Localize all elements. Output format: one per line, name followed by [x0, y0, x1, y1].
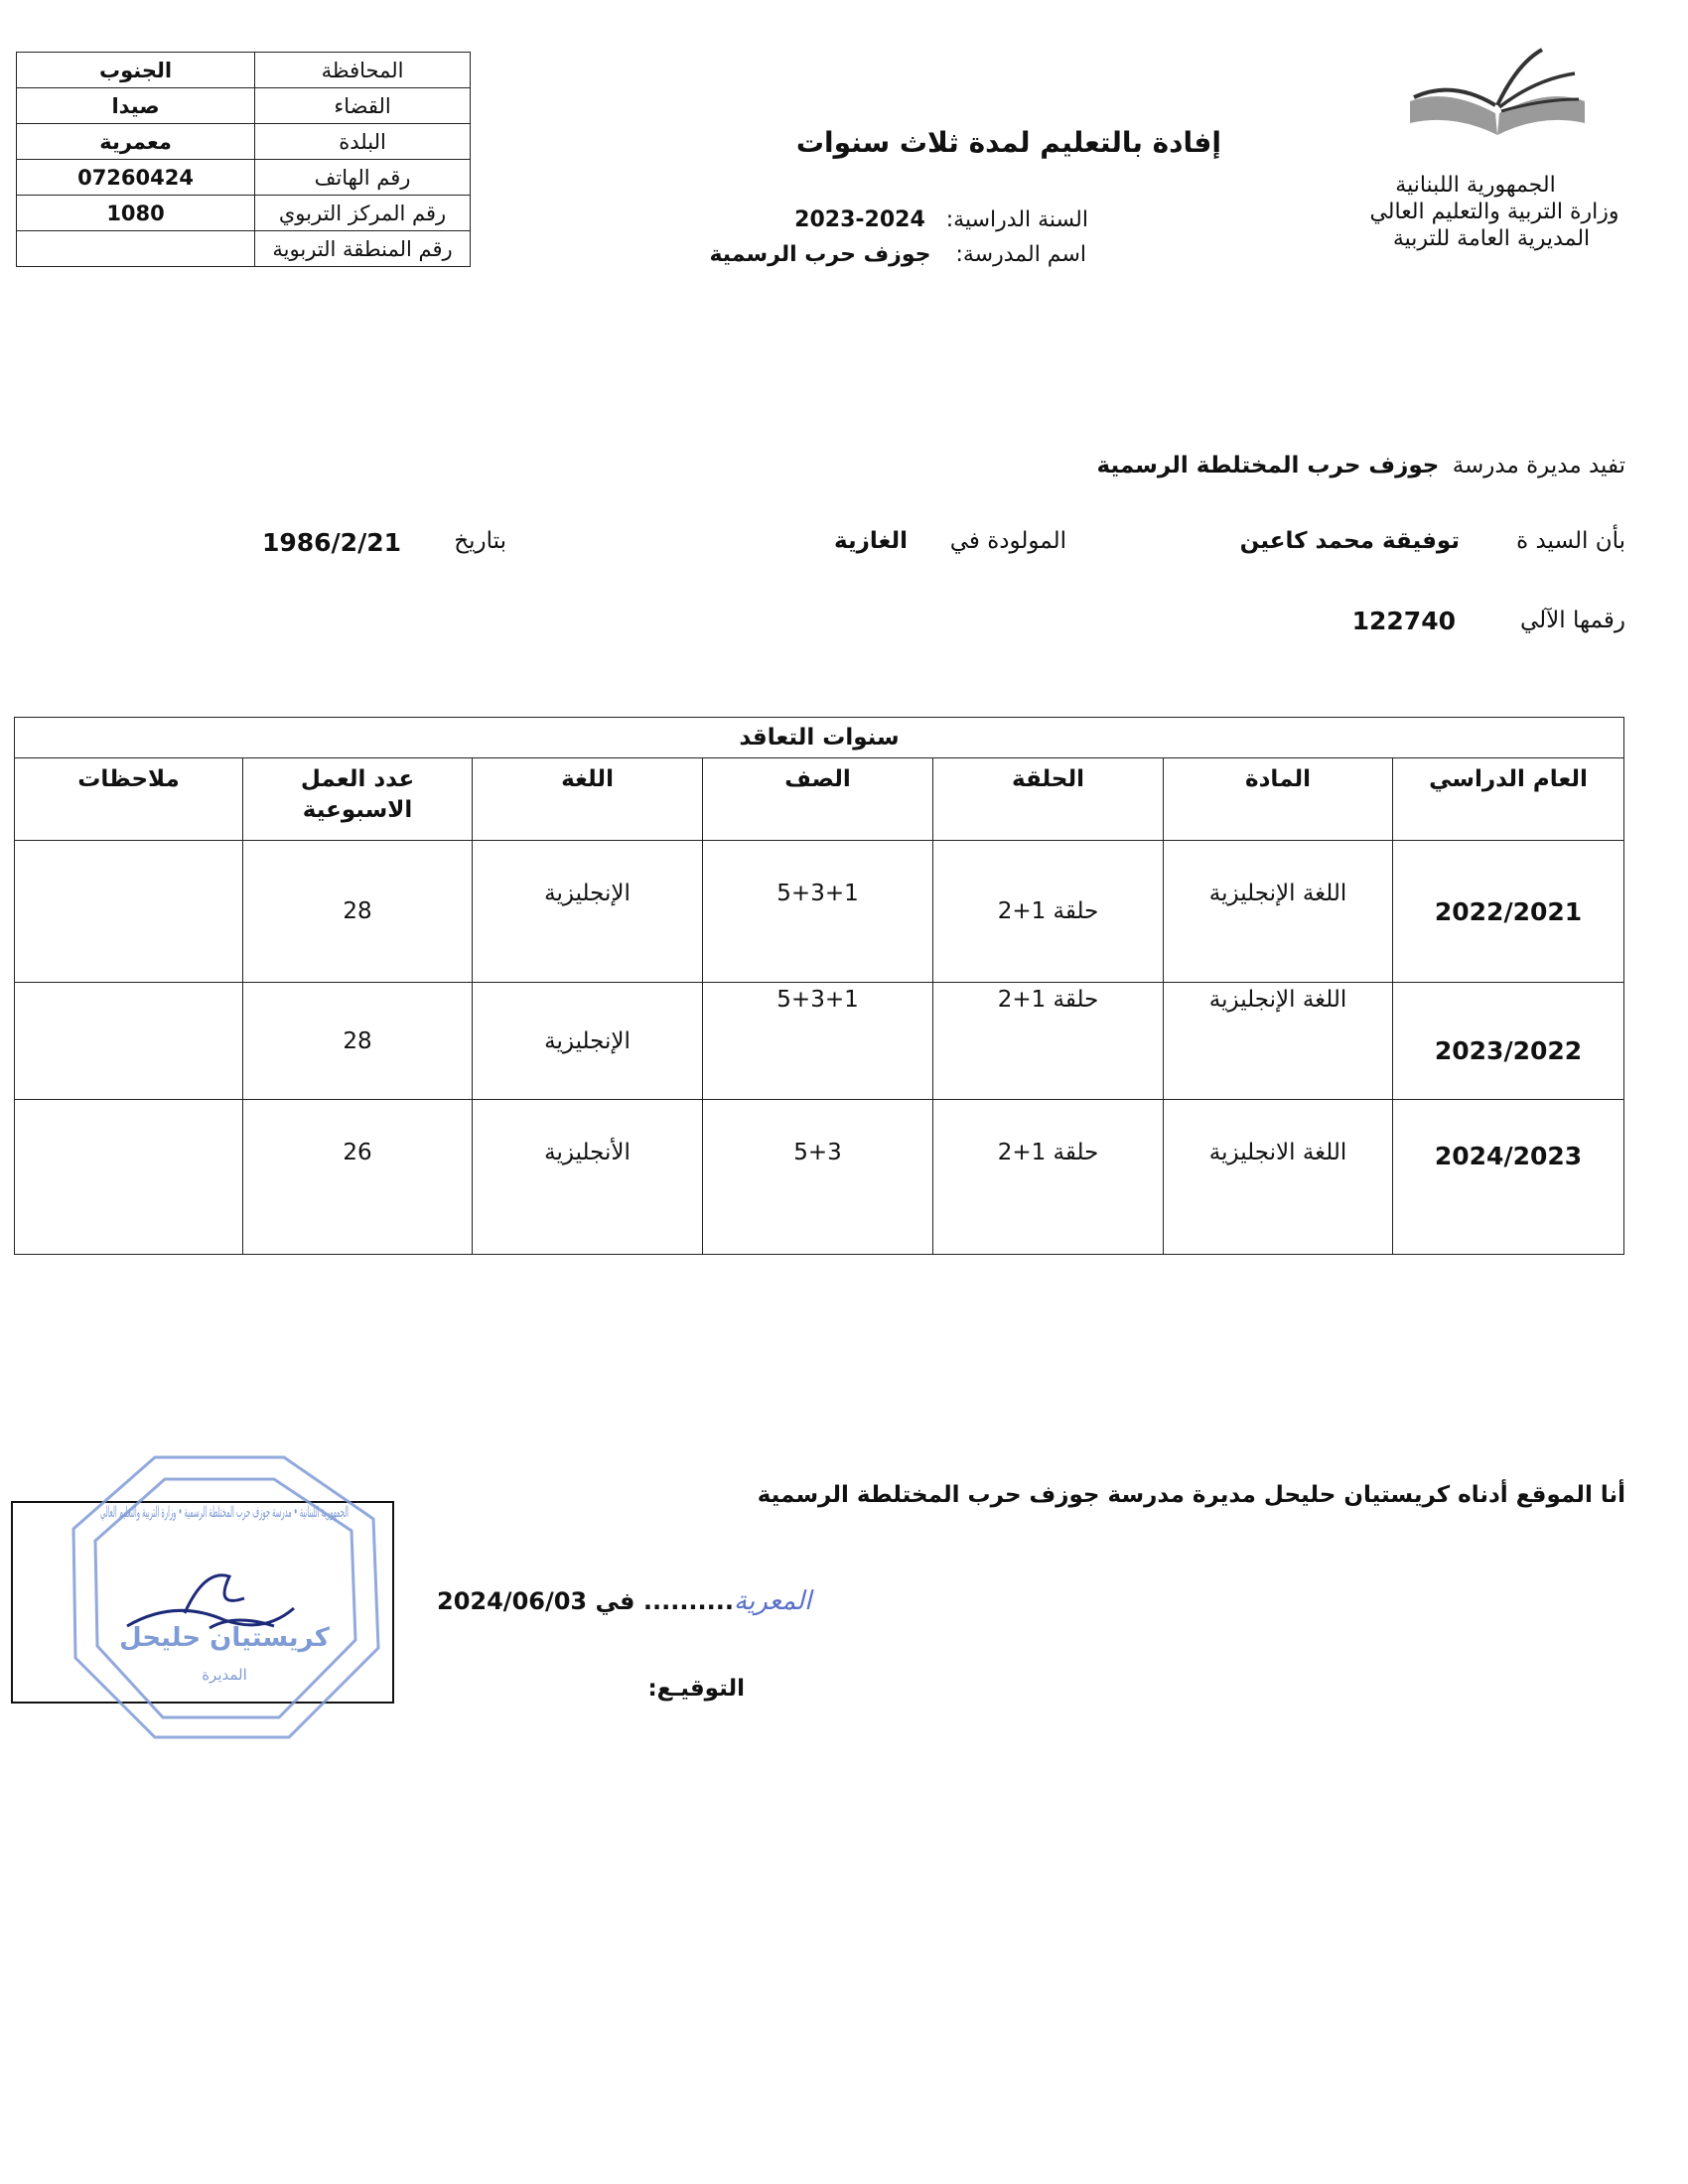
cell-year: 2022/2021 — [1393, 841, 1624, 983]
ministry-header — [1355, 172, 1633, 252]
stamp-role: المديرة — [202, 1666, 247, 1684]
cell-hours: 28 — [243, 841, 473, 983]
director-school: جوزف حرب المختلطة الرسمية — [1096, 453, 1440, 478]
ministry-line: وزارة التربية والتعليم العالي — [1369, 200, 1619, 224]
info-label: البلدة — [255, 124, 471, 160]
cell-cycle: حلقة 1+2 — [933, 841, 1164, 983]
date-label: بتاريخ — [454, 528, 506, 554]
header-hours-line1: عدد العمل — [300, 766, 415, 792]
cell-language: الإنجليزية — [473, 841, 703, 983]
school-year-label: السنة الدراسية: — [945, 207, 1088, 232]
cell-subject: اللغة الانجليزية — [1164, 1100, 1393, 1255]
cell-cycle: حلقة 1+2 — [933, 1100, 1164, 1255]
director-line — [1097, 453, 1625, 478]
info-label: رقم المنطقة التربوية — [255, 231, 471, 267]
info-row — [17, 88, 471, 124]
info-value: 07260424 — [17, 160, 255, 196]
person-name: توفيقة محمد كاعين — [1239, 528, 1460, 554]
contract-years-table — [14, 717, 1624, 1255]
cell-year: 2024/2023 — [1393, 1100, 1624, 1255]
info-value: معمرية — [17, 124, 255, 160]
director-prefix: تفيد مديرة مدرسة — [1452, 453, 1625, 478]
cell-language: الأنجليزية — [473, 1100, 703, 1255]
declaration-date: 2024/06/03 — [437, 1587, 588, 1615]
school-name-value: جوزف حرب الرسمية — [709, 242, 931, 267]
place-dots: .......... — [642, 1587, 735, 1615]
stamp-name: كريستيان حليحل — [119, 1623, 330, 1653]
school-year-value: 2024-2023 — [794, 207, 925, 232]
info-value — [17, 231, 255, 267]
header-hours — [243, 758, 473, 841]
cell-grade: 5+3 — [703, 1100, 933, 1255]
info-row — [17, 196, 471, 231]
date-prefix: في — [595, 1587, 635, 1615]
cell-notes — [15, 983, 243, 1100]
ministry-line: المديرية العامة للتربية — [1392, 226, 1591, 251]
cell-year: 2023/2022 — [1393, 983, 1624, 1100]
born-place: الغازية — [834, 528, 908, 554]
id-label: رقمها الآلي — [1519, 608, 1625, 633]
school-year-line — [794, 207, 1088, 232]
id-value: 122740 — [1351, 607, 1456, 635]
header-language: اللغة — [473, 758, 703, 841]
person-prefix: بأن السيد ة — [1516, 528, 1625, 554]
info-row — [17, 231, 471, 267]
stamp-ring-text: الجمهورية اللبنانية • مدرسة جوزف حرب المختلطة الرسمية • وزارة التربية والتعليم العالي — [100, 1503, 657, 1521]
place-date-line — [437, 1586, 811, 1616]
school-name-line — [709, 242, 1086, 267]
cell-subject: اللغة الإنجليزية — [1164, 983, 1393, 1100]
cell-notes — [15, 841, 243, 983]
cell-grade: 5+3+1 — [703, 983, 933, 1100]
table-row — [15, 1100, 1624, 1255]
declaration-text: أنا الموقع أدناه كريستيان حليحل مديرة مدرسة جوزف حرب المختلطة الرسمية — [757, 1482, 1625, 1508]
cell-hours: 28 — [243, 983, 473, 1100]
cell-notes — [15, 1100, 243, 1255]
cell-language: الإنجليزية — [473, 983, 703, 1100]
handwritten-place: المعرية — [734, 1586, 812, 1616]
info-value: 1080 — [17, 196, 255, 231]
table-caption: سنوات التعاقد — [15, 718, 1624, 758]
ministry-line: الجمهورية اللبنانية — [1395, 173, 1556, 198]
table-row — [15, 983, 1624, 1100]
info-label: رقم المركز التربوي — [255, 196, 471, 231]
cell-grade: 5+3+1 — [703, 841, 933, 983]
info-value: صيدا — [17, 88, 255, 124]
school-name-label: اسم المدرسة: — [955, 242, 1086, 267]
info-table — [16, 52, 471, 267]
open-book-logo-icon — [1408, 44, 1587, 161]
info-label: المحافظة — [255, 53, 471, 88]
header-notes: ملاحظات — [15, 758, 243, 841]
header-cycle: الحلقة — [933, 758, 1164, 841]
info-row — [17, 124, 471, 160]
signature-label: التوقيـع: — [647, 1676, 745, 1702]
info-label: رقم الهاتف — [255, 160, 471, 196]
header-hours-line2: الاسبوعية — [302, 797, 413, 823]
table-header-row — [15, 758, 1624, 841]
cell-cycle: حلقة 1+2 — [933, 983, 1164, 1100]
cell-subject: اللغة الإنجليزية — [1164, 841, 1393, 983]
table-row — [15, 841, 1624, 983]
header-subject: المادة — [1164, 758, 1393, 841]
handwritten-signature — [127, 1575, 294, 1628]
info-value: الجنوب — [17, 53, 255, 88]
born-label: المولودة في — [949, 528, 1066, 554]
cell-hours: 26 — [243, 1100, 473, 1255]
header-year: العام الدراسي — [1393, 758, 1624, 841]
info-row — [17, 160, 471, 196]
header-grade: الصف — [703, 758, 933, 841]
info-label: القضاء — [255, 88, 471, 124]
info-row — [17, 53, 471, 88]
birth-date: 1986/2/21 — [261, 528, 401, 557]
page-title: إفادة بالتعليم لمدة ثلاث سنوات — [795, 126, 1221, 159]
